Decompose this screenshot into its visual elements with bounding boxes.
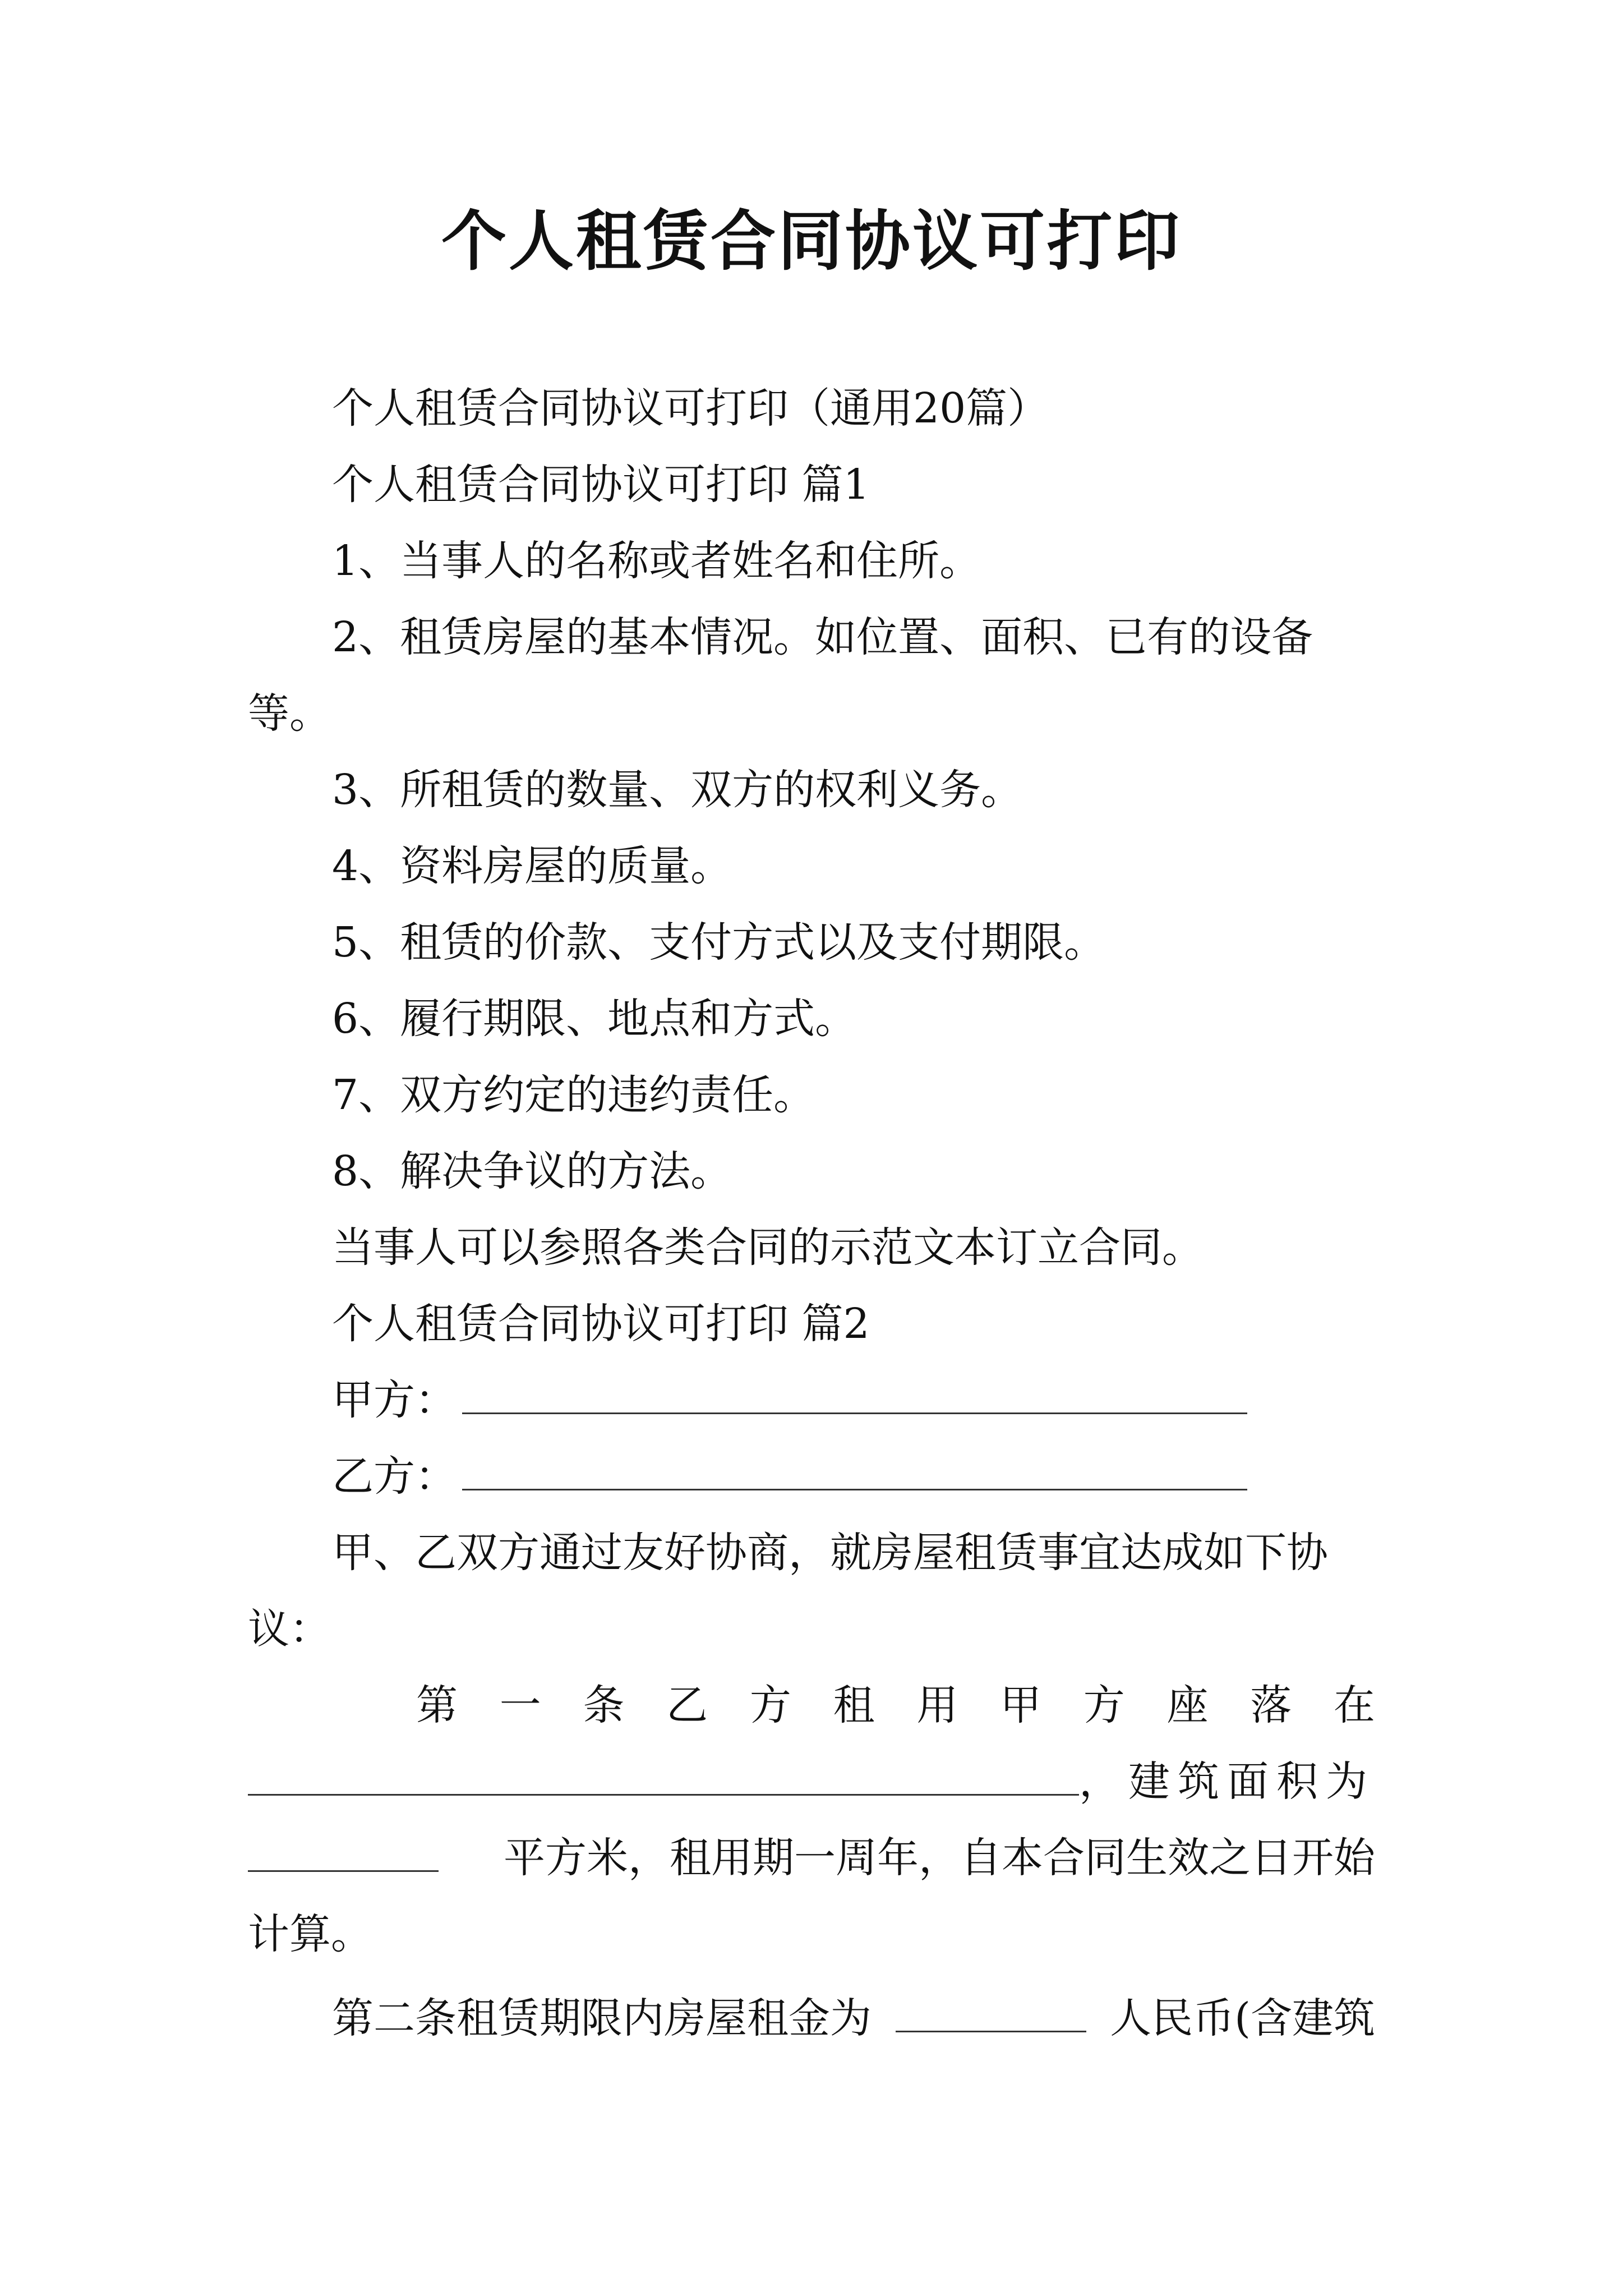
article-2-text: 第二条租赁期限内房屋租金为 xyxy=(332,1994,872,2042)
party-b-blank[interactable] xyxy=(462,1443,1247,1490)
article-1-char: 落 xyxy=(1250,1681,1292,1729)
list-item: 5、租赁的价款、支付方式以及支付期限。 xyxy=(332,918,1106,967)
document-title: 个人租赁合同协议可打印 xyxy=(441,203,1182,279)
list-item: 2、租赁房屋的基本情况。如位置、面积、已有的设备 xyxy=(332,613,1313,661)
article-1-line xyxy=(248,1667,1375,1743)
agreement-text-continuation: 议： xyxy=(248,1605,331,1653)
party-a-blank[interactable] xyxy=(462,1366,1247,1414)
list-item-continuation: 等。 xyxy=(248,689,331,738)
article-1-char: 条 xyxy=(583,1681,625,1729)
subtitle: 个人租赁合同协议可打印（通用20篇） xyxy=(332,384,1049,432)
article-2-row xyxy=(248,1980,1375,2056)
reference-note: 当事人可以参照各类合同的示范文本订立合同。 xyxy=(332,1223,1204,1272)
location-blank[interactable] xyxy=(248,1748,1079,1796)
section-heading-2: 个人租赁合同协议可打印 篇2 xyxy=(332,1300,870,1348)
article-1-char: 座 xyxy=(1166,1681,1209,1729)
agreement-text: 甲、乙双方通过友好协商，就房屋租赁事宜达成如下协 xyxy=(332,1529,1328,1577)
list-item: 6、履行期限、地点和方式。 xyxy=(332,995,857,1043)
article-1-area-row xyxy=(248,1820,1375,1896)
section-heading-1: 个人租赁合同协议可打印 篇1 xyxy=(332,461,870,509)
party-b-label: 乙方： xyxy=(332,1452,457,1501)
article-1-char: 第 xyxy=(416,1681,458,1729)
document-body xyxy=(248,370,1375,2056)
article-1-char: 用 xyxy=(916,1681,958,1729)
party-a-label: 甲方： xyxy=(332,1376,457,1424)
currency-text: 人民币(含建筑 xyxy=(1110,1994,1375,2042)
article-1-char: 方 xyxy=(749,1681,791,1729)
list-item: 4、资料房屋的质量。 xyxy=(332,842,732,890)
party-a-row xyxy=(248,1362,1375,1438)
article-1-char: 甲 xyxy=(1000,1681,1042,1729)
article-1-char: 方 xyxy=(1083,1681,1125,1729)
period-text: 平方米，租用期一周年，自本合同生效之日开始 xyxy=(504,1834,1375,1882)
article-1-char: 乙 xyxy=(666,1681,708,1729)
list-item: 1、当事人的名称或者姓名和住所。 xyxy=(332,537,981,585)
article-1-end: 计算。 xyxy=(248,1910,372,1958)
article-1-char: 在 xyxy=(1333,1681,1375,1729)
list-item: 7、双方约定的违约责任。 xyxy=(332,1071,815,1119)
list-item: 3、所租赁的数量、双方的权利义务。 xyxy=(332,766,1023,814)
article-1-location-row xyxy=(248,1743,1375,1820)
article-1-char: 一 xyxy=(499,1681,541,1729)
party-b-row xyxy=(248,1438,1375,1515)
rent-blank[interactable] xyxy=(896,1985,1086,2032)
area-label: ，建筑面积为 xyxy=(1079,1757,1375,1806)
list-item: 8、解决争议的方法。 xyxy=(332,1147,732,1195)
article-1-char: 租 xyxy=(833,1681,875,1729)
area-blank[interactable] xyxy=(248,1824,439,1872)
